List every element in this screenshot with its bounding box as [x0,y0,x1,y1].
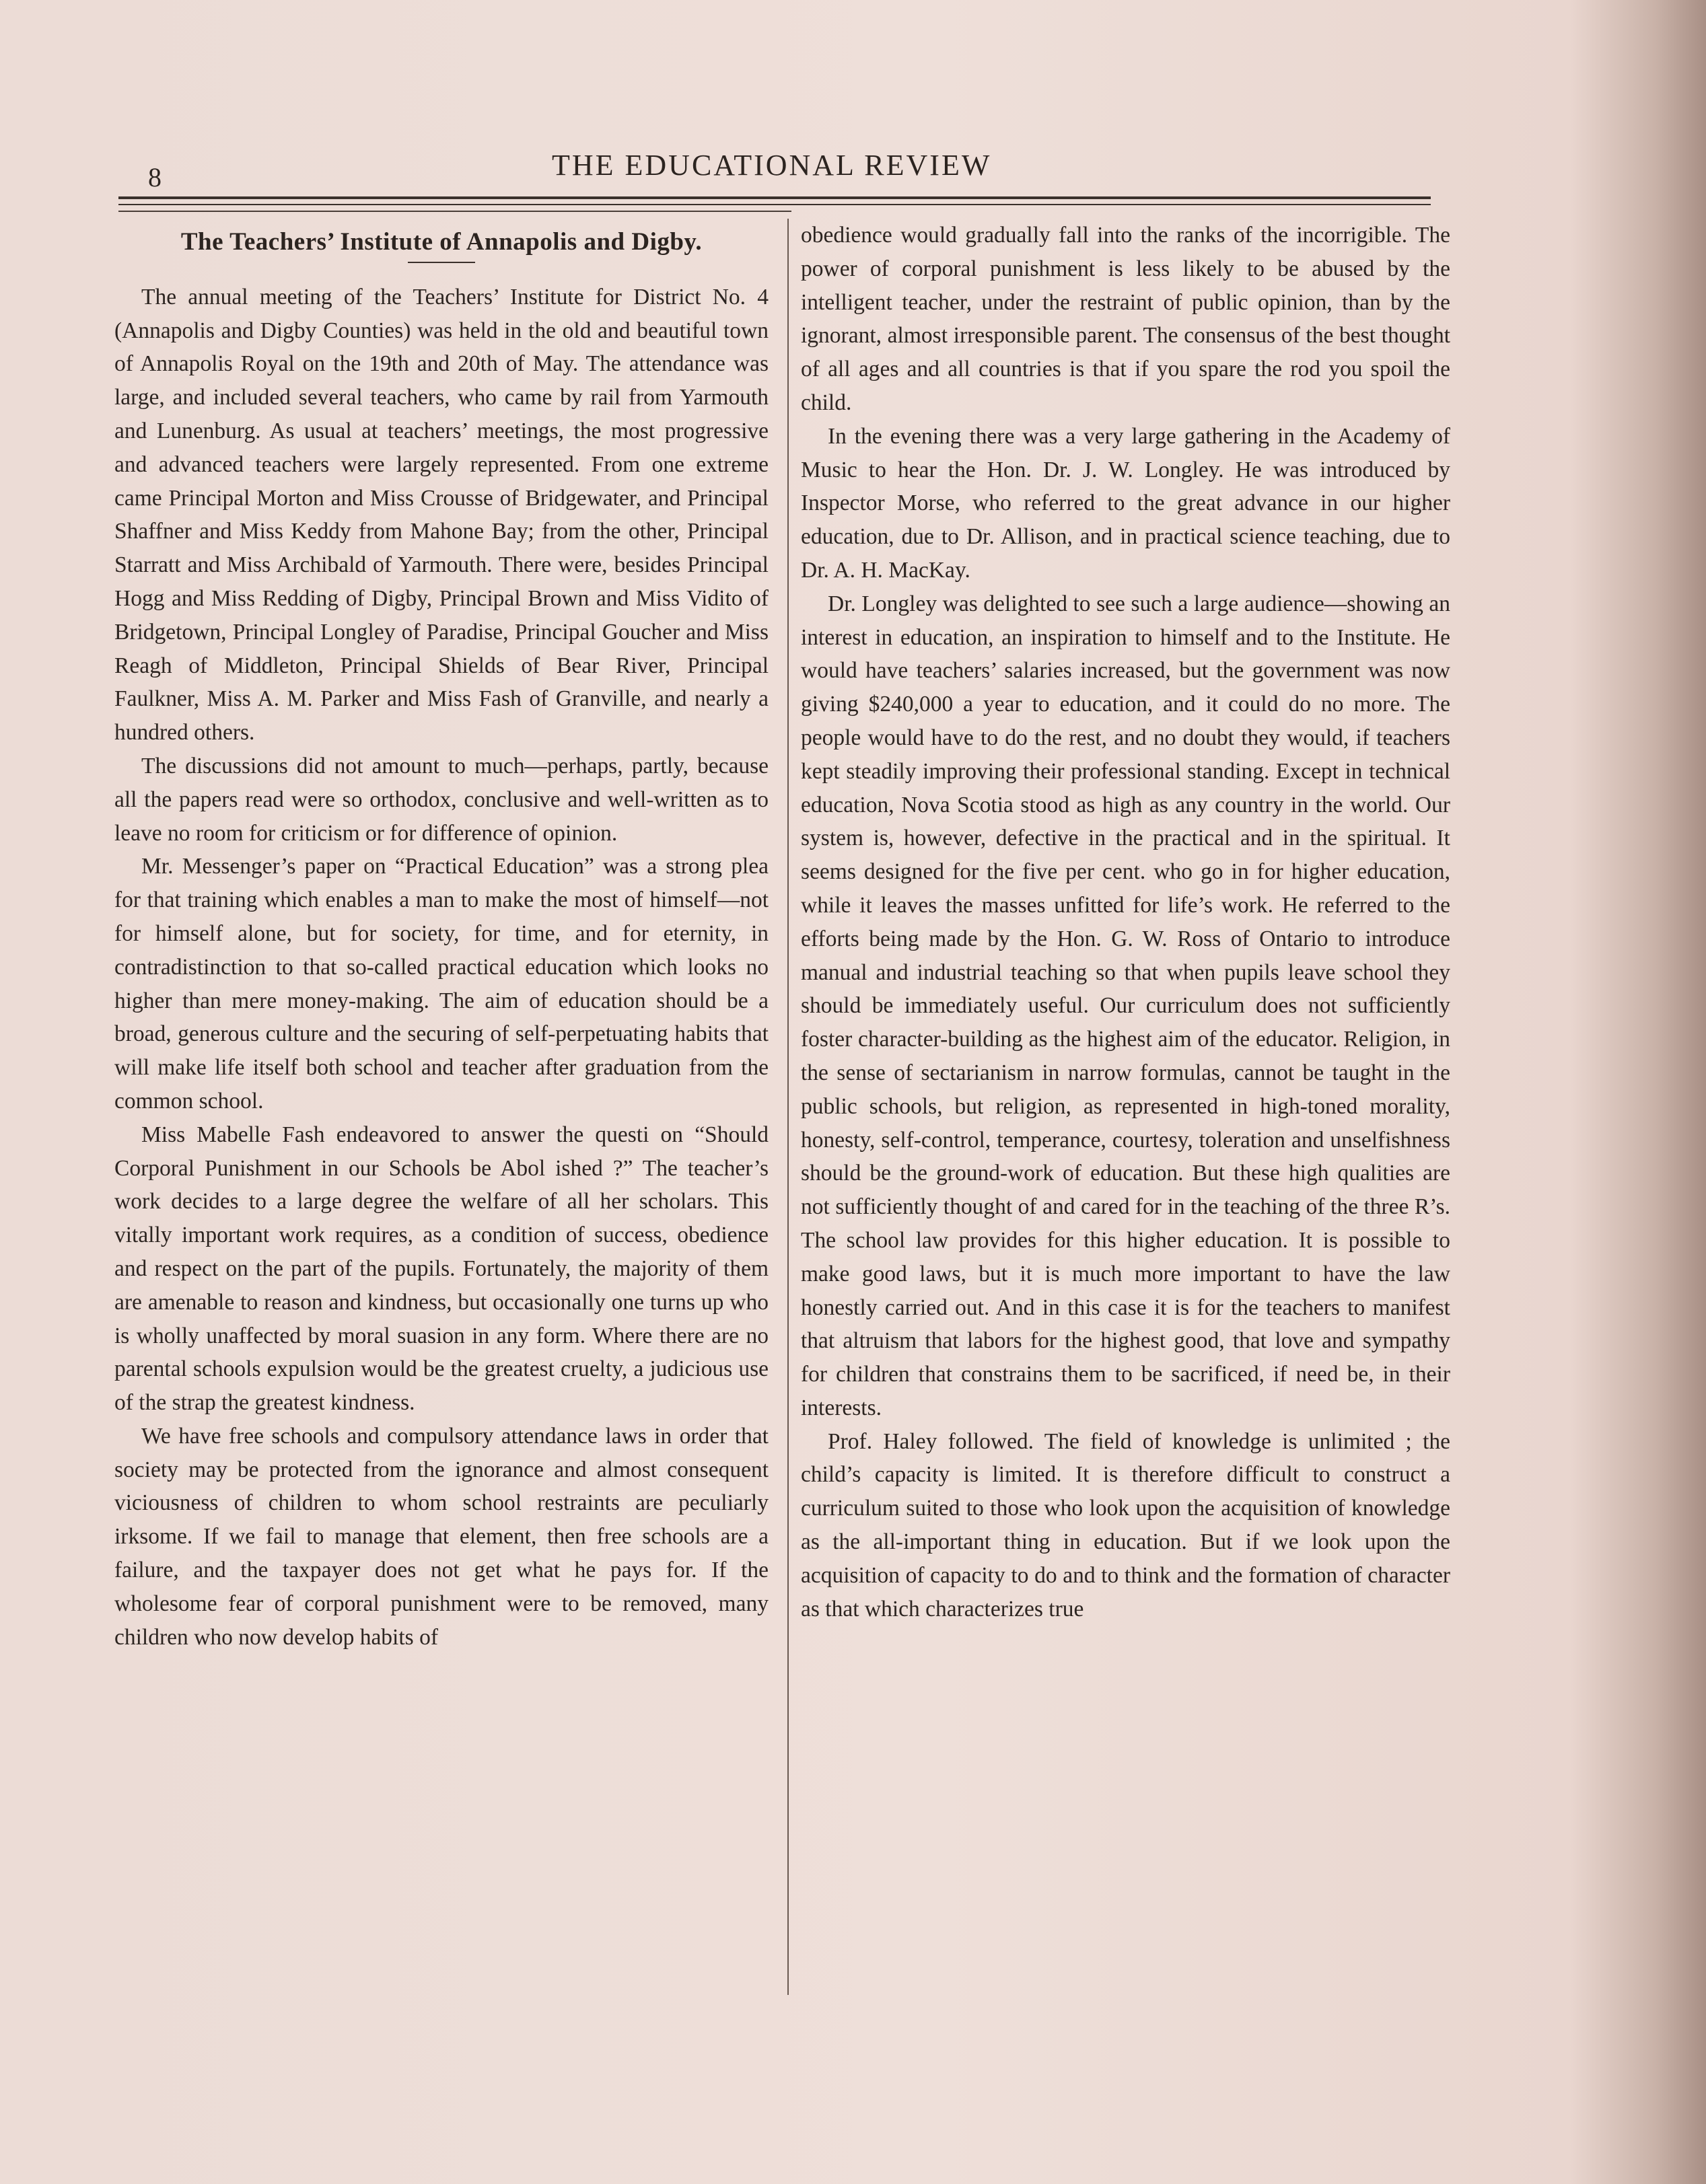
header-rule-short [118,211,791,212]
paragraph: Mr. Messenger’s paper on “Practical Education” was a strong plea for that training which enables a man to make the most of himself—not for himself alone, but for society, for time, and for eternity, in contradistinction to that so-called practical education which looks no higher than mere money-making. The aim of education should be a broad, generous culture and the securing of self-perpetuating habits that will make life itself both school and teacher after graduation from the common school. [114,854,769,1114]
paragraph: We have free schools and compulsory attendance laws in order that society may be protected from the ignorance and almost consequent viciousness of children to whom school restraints are peculiarly irksome. If we fail to manage that element, then free schools are a failure, and the taxpayer does not get what he pays for. If the wholesome fear of corporal punishment were to be removed, many children who now develop habits of [114,1423,769,1650]
paragraph: obedience would gradually fall into the ranks of the incorrigible. The power of corporal punishment is less likely to be abused by the intelligent teacher, under the restraint of public opinion, than by the ignorant, almost irresponsible parent. The consensus of the best thought of all ages and all countries is that if you spare the rod you spoil the child. [801,223,1450,415]
column-divider [787,219,789,1995]
page-header [114,145,1433,192]
paragraph: Dr. Longley was delighted to see such a large audience—showing an interest in education, an inspiration to himself and to the Institute. He would have teachers’ salaries increased, but the government was now giving $240,000 a year to education, and it could do no more. The people would have to do the rest, and no doubt they would, if teachers kept steadily improving their professional standing. Except in technical education, Nova Scotia stood as high as any country in the world. Our system is, however, defective in the practical and in the spiritual. It seems designed for the five per cent. who go in for higher education, while it leaves the masses unfitted for life’s work. He referred to the efforts being made by the Hon. G. W. Ross of Ontario to introduce manual and industrial teaching so that when pupils leave school they should be immediately useful. Our curriculum does not sufficiently foster character-building as the highest aim of the educator. Religion, in the sense of sectarianism in narrow formulas, cannot be taught in the public schools, but religion, as represented in high-toned morality, honesty, self-control, temperance, courtesy, toleration and unselfishness should be the ground-work of education. But these high qualities are not sufficiently thought of and cared for in the teaching of the three R’s. The school law provides for this higher education. It is possible to make good laws, but it is much more important to have the law honestly carried out. And in this case it is for the teachers to manifest that altruism that labors for the highest good, that love and sympathy for children that constrains them to be sacrificed, if need be, in their interests. [801,591,1450,1420]
left-column [114,219,769,1654]
right-column [801,219,1450,1626]
paragraph: In the evening there was a very large gathering in the Academy of Music to hear the Hon. Dr. J. W. Longley. He was introduced by Inspector Morse, who referred to the great advance in our higher education, due to Dr. Allison, and in practical science teaching, due to Dr. A. H. MacKay. [801,423,1450,583]
running-title: THE EDUCATIONAL REVIEW [552,149,992,182]
paragraph: The annual meeting of the Teachers’ Institute for District No. 4 (Annapolis and Digby Counties) was held in the old and beautiful town of Annapolis Royal on the 19th and 20th of May. The attendance was large, and included several teachers, who came by rail from Yarmouth and Lunenburg. As usual at teachers’ meetings, the most progressive and advanced teachers were largely represented. From one extreme came Principal Morton and Miss Crousse of Bridgewater, and Principal Shaffner and Miss Keddy from Mahone Bay; from the other, Principal Starratt and Miss Archibald of Yarmouth. There were, besides Principal Hogg and Miss Redding of Digby, Principal Brown and Miss Vidito of Bridgetown, Principal Longley of Paradise, Principal Goucher and Miss Reagh of Middleton, Principal Shields of Bear River, Principal Faulkner, Miss A. M. Parker and Miss Fash of Granville, and nearly a hundred others. [114,284,769,745]
header-rule [118,196,1431,199]
paragraph: Prof. Haley followed. The field of knowledge is unlimited ; the child’s capacity is limited. It is therefore difficult to construct a curriculum suited to those who look upon the acquisition of knowledge as the all-important thing in education. But if we look upon the acquisition of capacity to do and to think and the formation of character as that which characterizes true [801,1428,1450,1622]
paragraph: Miss Mabelle Fash endeavored to answer the questi on “Should Corporal Punishment in our Schools be Abol ished ?” The teacher’s work decides to a large degree the welfare of all her scholars. This vitally important work requires, as a condition of success, obedience and respect on the part of the pupils. Fortunately, the majority of them are amenable to reason and kindness, but occasionally one turns up who is wholly unaffected by moral suasion in any form. Where there are no parental schools expulsion would be the greatest cruelty, a judicious use of the strap the greatest kindness. [114,1122,769,1416]
article-title: The Teachers’ Institute of Annapolis and Digby. [180,228,703,256]
title-divider [408,262,475,263]
page-number: 8 [148,162,162,192]
header-rule-secondary [118,204,1431,205]
paragraph: The discussions did not amount to much—perhaps, partly, because all the papers read were so orthodox, conclusive and well-written as to leave no room for criticism or for difference of opinion. [114,753,769,846]
